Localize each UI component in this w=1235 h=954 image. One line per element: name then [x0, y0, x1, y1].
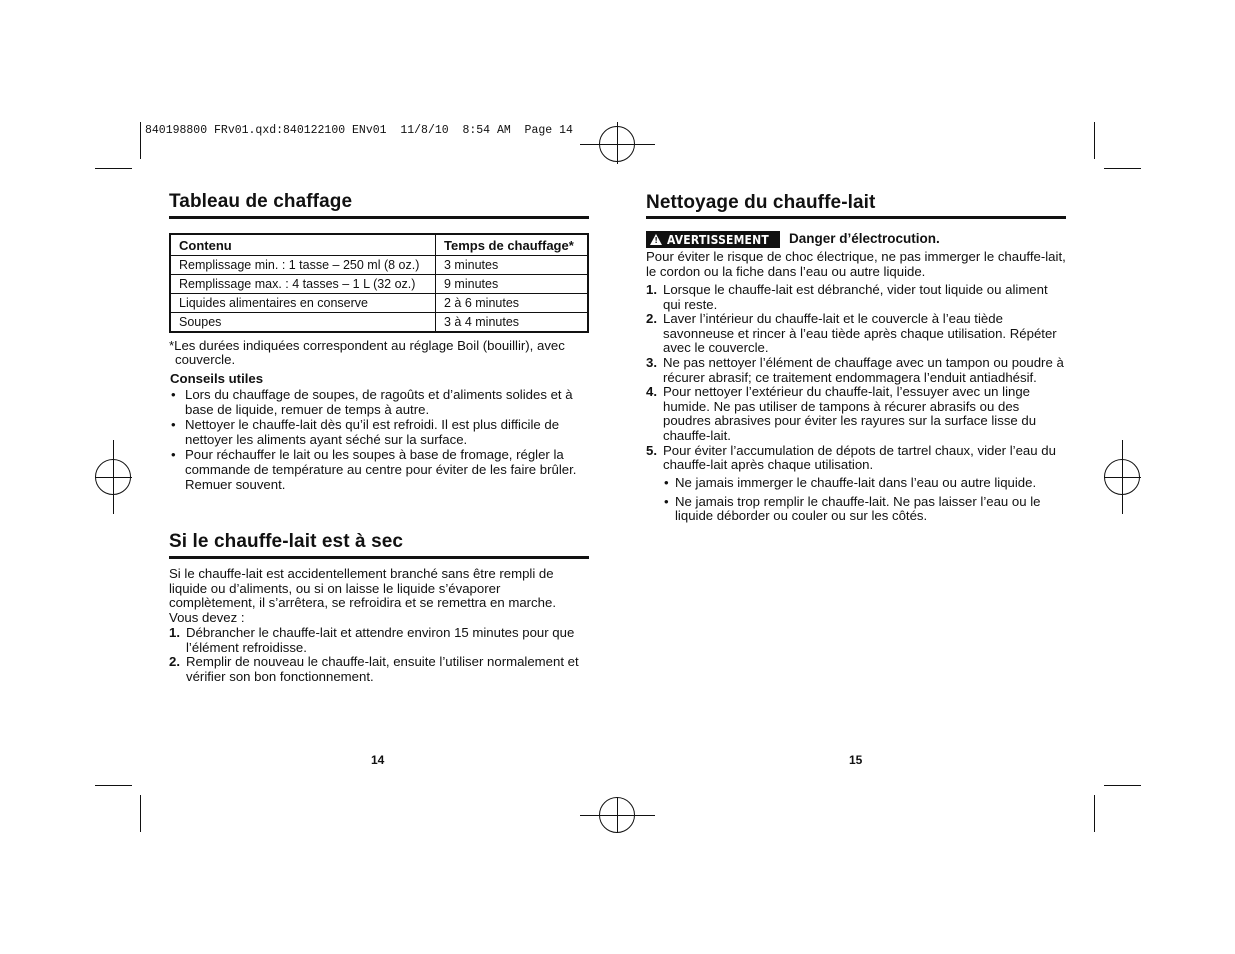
list-item [646, 385, 1064, 443]
step-number: 5. [646, 442, 657, 458]
column-header: Temps de chauffage* [436, 234, 589, 256]
dry-heading: Si le chauffe-lait est à sec [169, 531, 404, 552]
heading-rule [646, 216, 1066, 219]
list-item [646, 444, 1064, 473]
step-text: Débrancher le chauffe-lait et attendre environ 15 minutes pour que l’élément refroidisse. [186, 625, 575, 655]
crop-mark [95, 168, 132, 169]
dry-steps [169, 626, 591, 684]
column-header: Contenu [170, 234, 436, 256]
table-row [170, 294, 588, 313]
table-header-row [170, 234, 588, 256]
table-cell: 3 minutes [436, 256, 589, 275]
table-cell: Remplissage min. : 1 tasse – 250 ml (8 oz.) [170, 256, 436, 275]
heating-table [169, 233, 589, 333]
crop-mark [1094, 795, 1095, 832]
table-row [170, 256, 588, 275]
heading-rule [169, 216, 589, 219]
list-item: • Lors du chauffage de soupes, de ragoûts et d’aliments solides et à base de liquide, remuer de temps à autre. [170, 388, 592, 417]
page-number: 15 [849, 753, 863, 767]
table-cell: 9 minutes [436, 275, 589, 294]
table-row [170, 313, 588, 333]
step-number: 1. [169, 625, 180, 640]
heading-rule [169, 556, 589, 559]
step-text: Pour nettoyer l’extérieur du chauffe-lait, l’essuyer avec un linge humide. Ne pas utiliser de tampons à récurer abrasifs ou des poudres abrasives pour éviter les rayures sur la surface lisse du chauffe-lait. [663, 384, 1037, 443]
tips-list [170, 388, 592, 493]
step-number: 2. [169, 654, 180, 670]
list-item [646, 312, 1064, 356]
list-item: • Nettoyer le chauffe-lait dès qu’il est refroidi. Il est plus difficile de nettoyer les aliments ayant séché sur la surface. [170, 418, 592, 447]
cleaning-heading: Nettoyage du chauffe-lait [646, 192, 876, 213]
step-text: Remplir de nouveau le chauffe-lait, ensuite l’utiliser normalement et vérifier son bon fonctionnement. [186, 654, 579, 684]
list-item: • Pour réchauffer le lait ou les soupes à base de fromage, régler la commande de température au centre pour éviter de les faire brûler. Remuer souvent. [170, 448, 592, 492]
step-number: 1. [646, 282, 657, 297]
list-item [646, 283, 1064, 312]
step-number: 2. [646, 311, 657, 327]
table-cell: Liquides alimentaires en conserve [170, 294, 436, 313]
dry-intro: Si le chauffe-lait est accidentellement branché sans être rempli de liquide ou d’aliments, ou si on laisse le liquide s’évaporer complètement, il s’arrêtera, se refroidira et se remettra en marche. Vous devez : [169, 566, 556, 625]
warning-title: Danger d’électrocution. [789, 231, 940, 246]
step-text: Lorsque le chauffe-lait est débranché, vider tout liquide ou aliment qui reste. [663, 282, 1048, 312]
cleaning-subbullets [664, 476, 1054, 528]
warning-badge-label: AVERTISSEMENT [667, 232, 769, 247]
warning-text: Pour éviter le risque de choc électrique, ne pas immerger le chauffe-lait, le cordon ou la fiche dans l’eau ou autre liquide. [646, 249, 1066, 279]
page-number: 14 [371, 753, 385, 767]
table-cell: 3 à 4 minutes [436, 313, 589, 333]
step-number: 4. [646, 384, 657, 400]
warning-badge [646, 231, 780, 248]
cleaning-steps [646, 283, 1064, 473]
registration-crosshair [1122, 440, 1123, 514]
table-cell: Remplissage max. : 4 tasses – 1 L (32 oz.) [170, 275, 436, 294]
table-footnote-cont: couvercle. [175, 352, 236, 367]
registration-crosshair [617, 122, 618, 164]
crop-mark [1104, 168, 1141, 169]
step-text: Pour éviter l’accumulation de dépots de tartrel chaux, vider l’eau du chauffe-lait après chaque utilisation. [663, 442, 1056, 473]
list-item [169, 655, 591, 684]
table-row [170, 275, 588, 294]
heating-table-heading: Tableau de chaffage [169, 191, 353, 212]
list-item: • Ne jamais immerger le chauffe-lait dans l’eau ou autre liquide. [664, 476, 1054, 491]
table-footnote: *Les durées indiquées correspondent au réglage Boil (bouillir), avec [169, 338, 565, 353]
crop-mark [140, 122, 141, 159]
table-cell: 2 à 6 minutes [436, 294, 589, 313]
printer-slug: 840198800 FRv01.qxd:840122100 ENv01 11/8/10 8:54 AM Page 14 [145, 124, 573, 137]
registration-crosshair [617, 797, 618, 833]
registration-crosshair [113, 440, 114, 514]
table-cell: Soupes [170, 313, 436, 333]
step-number: 3. [646, 354, 657, 370]
crop-mark [95, 785, 132, 786]
step-text: Laver l’intérieur du chauffe-lait et le couvercle à l’eau tiède savonneuse et rincer à l’eau tiède après chaque utilisation. Répéter avec le couvercle. [663, 311, 1057, 356]
list-item [169, 626, 591, 655]
step-text: Ne pas nettoyer l’élément de chauffage avec un tampon ou poudre à récurer abrasif; ce traitement endommagera l’enduit antiadhésif. [663, 354, 1064, 385]
warning-icon: ! [650, 234, 662, 245]
crop-mark [1094, 122, 1095, 159]
list-item: • Ne jamais trop remplir le chauffe-lait. Ne pas laisser l’eau ou le liquide déborder ou couler ou sur les côtés. [664, 495, 1054, 524]
tips-title: Conseils utiles [170, 371, 264, 386]
crop-mark [1104, 785, 1141, 786]
crop-mark [140, 795, 141, 832]
list-item [646, 356, 1064, 385]
